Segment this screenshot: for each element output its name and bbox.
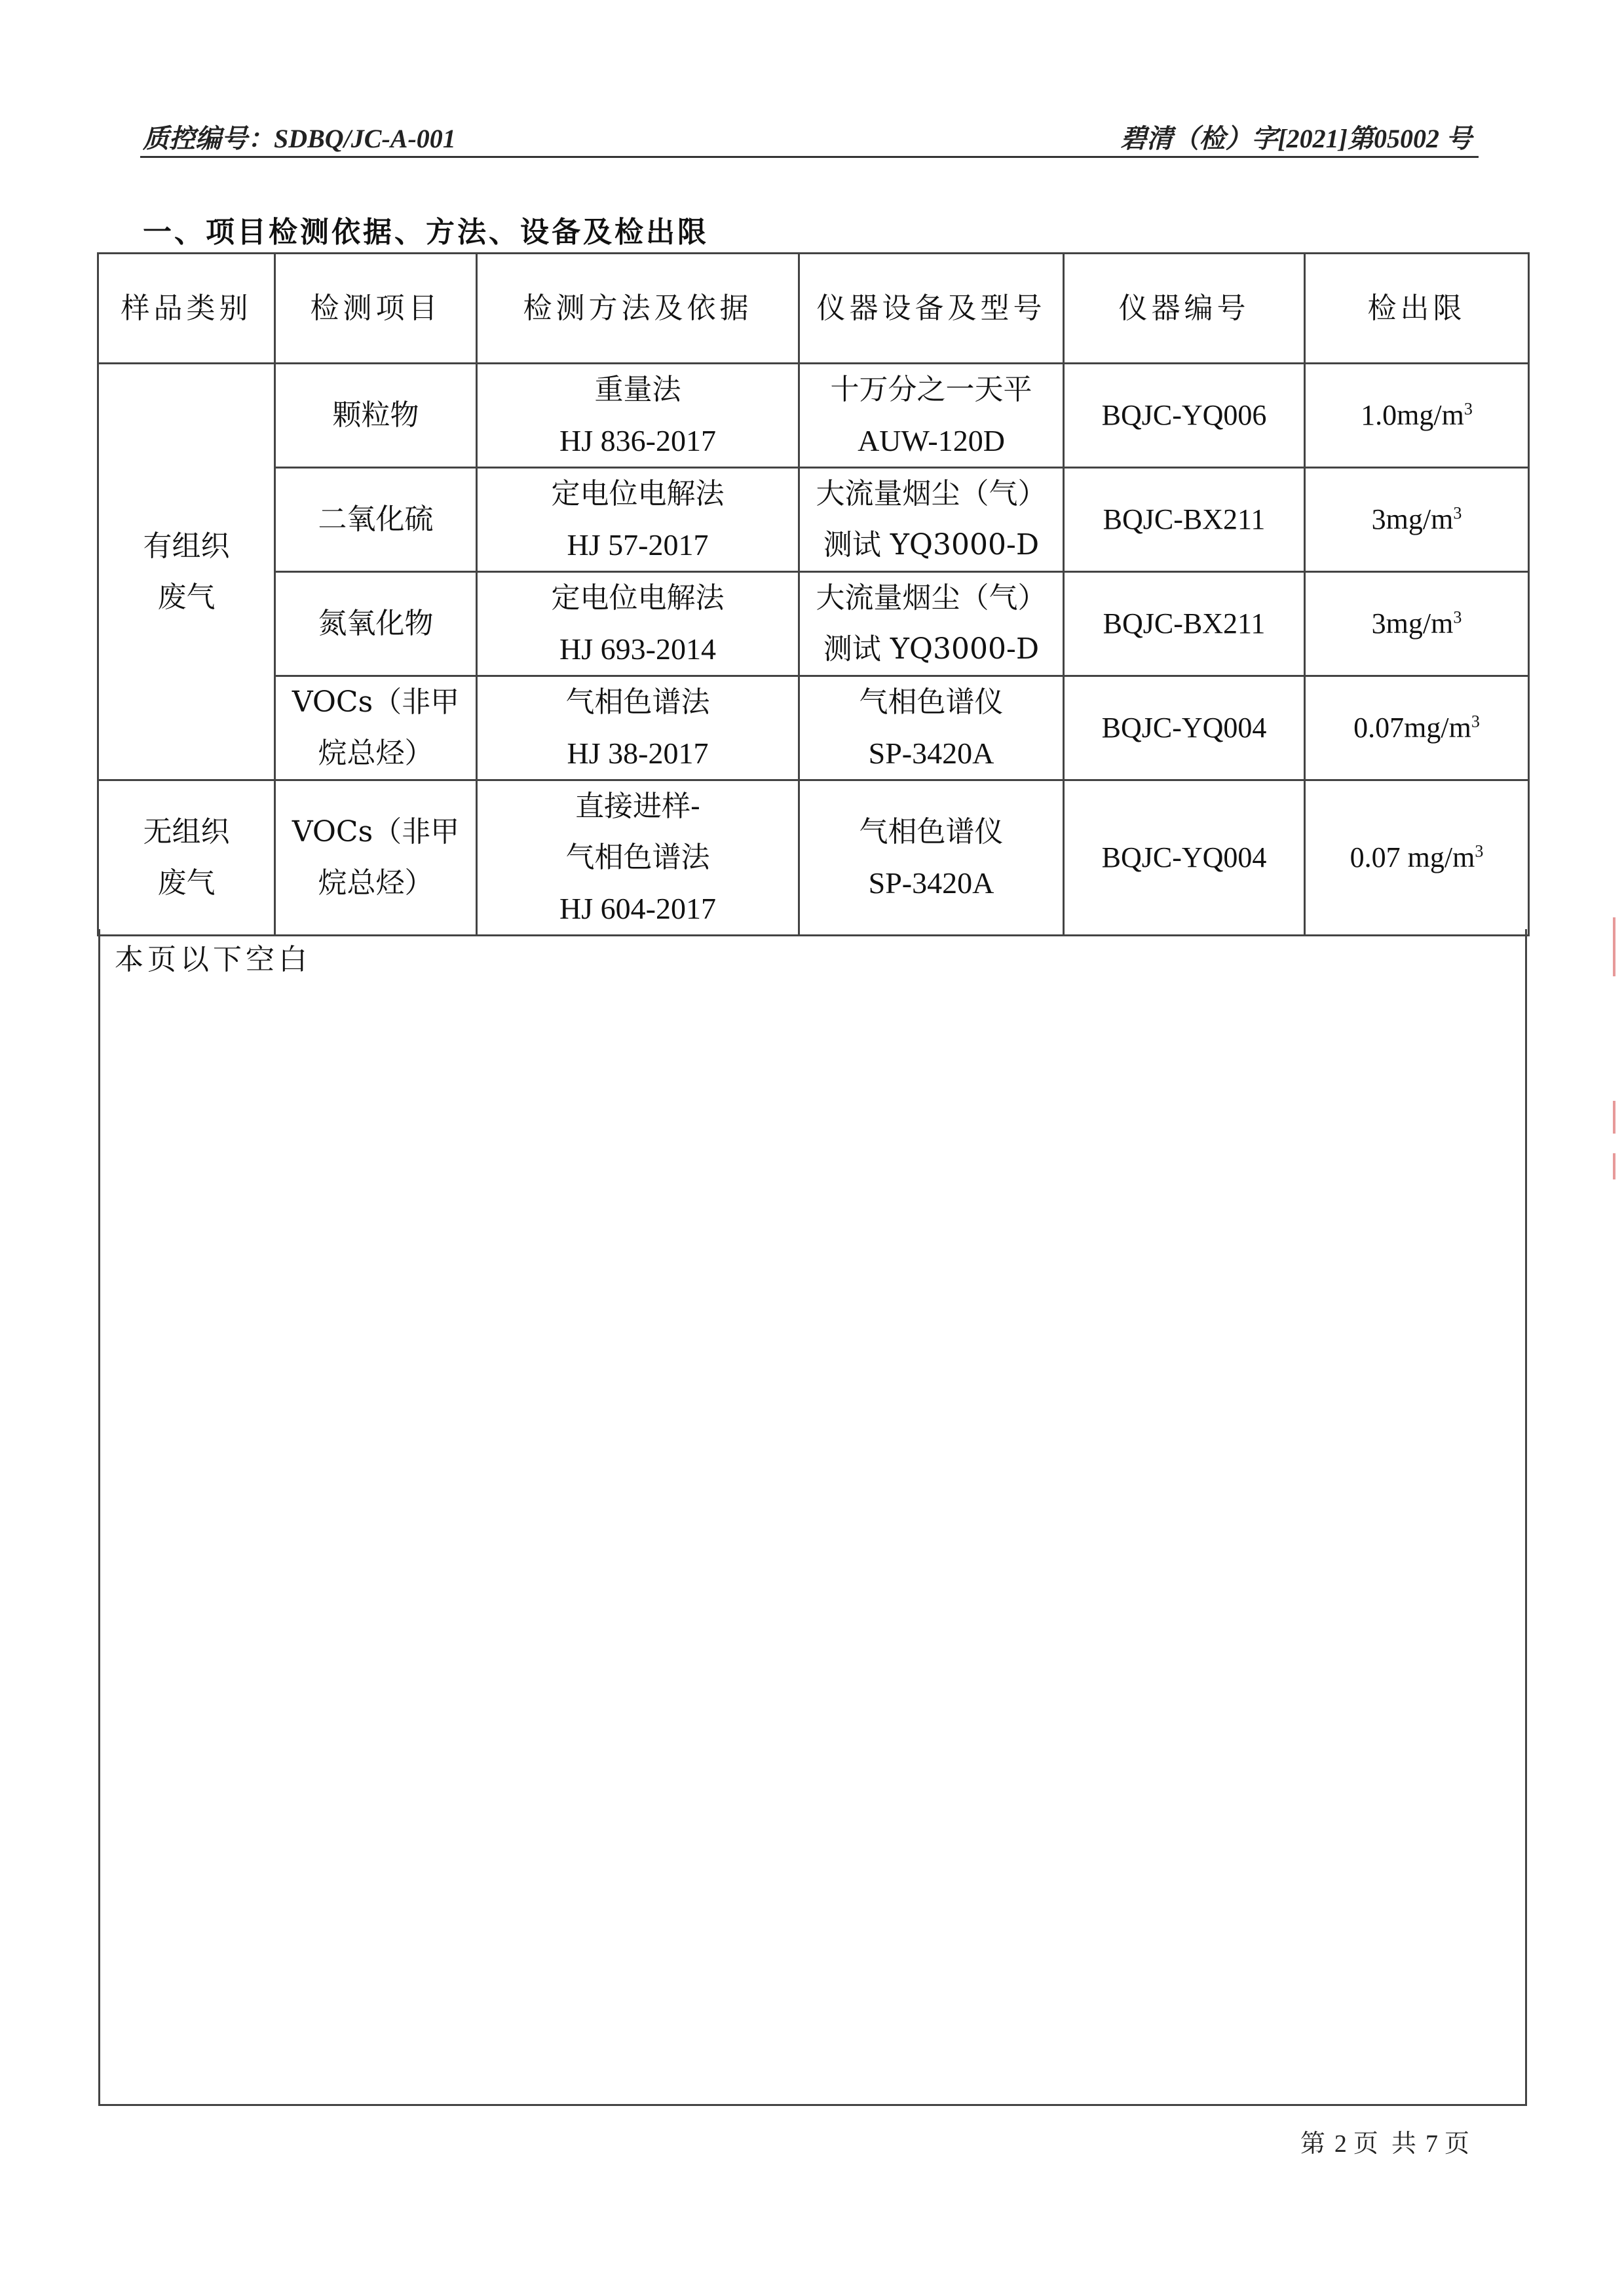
test-item-line: 烷总烃） — [318, 737, 434, 770]
page-number: 2 — [1334, 2130, 1347, 2158]
equipment-line: 大流量烟尘（气） — [816, 477, 1047, 510]
limit-exponent: 3 — [1453, 607, 1462, 627]
page-footer — [1300, 2123, 1472, 2159]
test-item-cell — [275, 572, 477, 676]
header-equipment: 仪器设备及型号 — [799, 254, 1064, 364]
detection-limit-cell — [1305, 572, 1529, 676]
method-standard: HJ 693-2014 — [559, 632, 716, 666]
category-line: 废气 — [157, 866, 216, 900]
equipment-line: 气相色谱仪 — [859, 685, 1004, 719]
method-standard: HJ 604-2017 — [559, 892, 716, 925]
instrument-id-cell: BQJC-BX211 — [1064, 572, 1305, 676]
scan-edge-mark — [1613, 1101, 1615, 1134]
limit-value: 3mg/m — [1371, 607, 1454, 640]
method-line: 直接进样- — [575, 790, 700, 823]
header-instrument-id: 仪器编号 — [1064, 254, 1305, 364]
category-line: 废气 — [157, 580, 216, 614]
sample-category-cell — [98, 364, 275, 780]
test-item-cell — [275, 364, 477, 468]
detection-limit-cell — [1305, 468, 1529, 572]
detection-table — [97, 252, 1530, 936]
report-number: 碧清（检）字[2021]第05002 号 — [1120, 124, 1472, 153]
equipment-model: SP-3420A — [868, 866, 994, 900]
method-standard: HJ 38-2017 — [567, 737, 709, 770]
test-item-cell — [275, 780, 477, 936]
limit-exponent: 3 — [1463, 399, 1473, 419]
test-item-line: VOCs（非甲 — [292, 685, 460, 719]
equipment-cell — [799, 780, 1064, 936]
test-item-cell — [275, 468, 477, 572]
equipment-cell — [799, 468, 1064, 572]
equipment-model: 测试 YQ3000-D — [823, 528, 1040, 562]
table-row — [98, 676, 1529, 780]
category-line: 有组织 — [143, 529, 230, 563]
instrument-id-cell: BQJC-YQ004 — [1064, 676, 1305, 780]
blank-note: 本页以下空白 — [115, 943, 311, 976]
equipment-line: 气相色谱仪 — [859, 815, 1004, 849]
detection-limit-cell — [1305, 364, 1529, 468]
limit-value: 1.0mg/m — [1361, 399, 1464, 431]
header-test-item: 检测项目 — [275, 254, 477, 364]
test-item-line: 颗粒物 — [332, 398, 419, 432]
footer-prefix: 第 — [1300, 2129, 1328, 2158]
method-cell — [477, 676, 799, 780]
header-method: 检测方法及依据 — [477, 254, 799, 364]
detection-limit-cell — [1305, 780, 1529, 936]
method-cell — [477, 572, 799, 676]
equipment-model: 测试 YQ3000-D — [823, 632, 1040, 666]
footer-suffix: 页 — [1444, 2129, 1472, 2158]
table-row — [98, 780, 1529, 936]
method-line: 定电位电解法 — [551, 477, 725, 510]
equipment-cell — [799, 572, 1064, 676]
category-line: 无组织 — [143, 815, 230, 849]
header-sample-category: 样品类别 — [98, 254, 275, 364]
method-standard: HJ 836-2017 — [559, 424, 716, 457]
test-item-line: VOCs（非甲 — [292, 815, 460, 849]
header-detection-limit: 检出限 — [1305, 254, 1529, 364]
method-line: 气相色谱法 — [565, 841, 710, 874]
limit-exponent: 3 — [1475, 841, 1484, 861]
qc-number: 质控编号：SDBQ/JC-A-001 — [143, 124, 456, 153]
table-header-row — [98, 254, 1529, 364]
equipment-line: 大流量烟尘（气） — [816, 581, 1047, 615]
sample-category-cell — [98, 780, 275, 936]
method-line: 气相色谱法 — [565, 685, 710, 719]
method-line: 重量法 — [594, 373, 681, 406]
limit-exponent: 3 — [1471, 712, 1480, 731]
test-item-cell — [275, 676, 477, 780]
instrument-id-cell: BQJC-YQ006 — [1064, 364, 1305, 468]
test-item-line: 烷总烃） — [318, 866, 434, 900]
test-item-line: 氮氧化物 — [318, 607, 434, 640]
total-pages: 7 — [1425, 2130, 1438, 2158]
equipment-model: AUW-120D — [858, 424, 1005, 457]
footer-middle: 页 共 — [1353, 2129, 1419, 2158]
equipment-line: 十万分之一天平 — [830, 373, 1032, 406]
method-cell — [477, 364, 799, 468]
limit-value: 0.07mg/m — [1353, 712, 1471, 744]
detection-limit-cell — [1305, 676, 1529, 780]
instrument-id-cell: BQJC-BX211 — [1064, 468, 1305, 572]
test-item-line: 二氧化硫 — [318, 503, 434, 536]
blank-area — [98, 929, 1527, 2106]
equipment-cell — [799, 364, 1064, 468]
equipment-cell — [799, 676, 1064, 780]
table-row — [98, 364, 1529, 468]
method-standard: HJ 57-2017 — [567, 528, 709, 562]
section-title: 一、项目检测依据、方法、设备及检出限 — [143, 216, 709, 249]
limit-exponent: 3 — [1453, 503, 1462, 523]
header-divider — [140, 156, 1479, 158]
limit-value: 0.07 mg/m — [1350, 841, 1475, 873]
method-cell — [477, 780, 799, 936]
scan-edge-mark — [1613, 1153, 1615, 1179]
method-cell — [477, 468, 799, 572]
table-row — [98, 468, 1529, 572]
scan-edge-mark — [1613, 917, 1615, 976]
method-line: 定电位电解法 — [551, 581, 725, 615]
instrument-id-cell: BQJC-YQ004 — [1064, 780, 1305, 936]
limit-value: 3mg/m — [1371, 503, 1454, 535]
table-row — [98, 572, 1529, 676]
equipment-model: SP-3420A — [868, 737, 994, 770]
